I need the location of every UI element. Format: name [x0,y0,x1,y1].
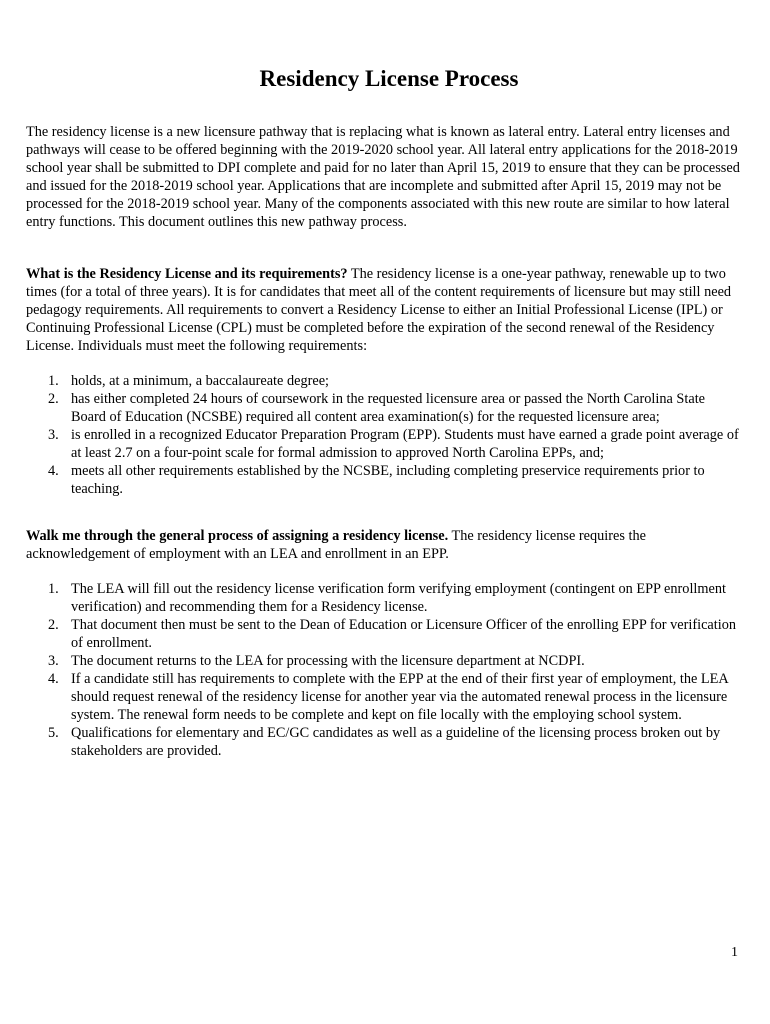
list-item [26,426,742,462]
list-item-text: If a candidate still has requirements to complete with the EPP at the end of their first year of employment, the LEA should request renewal of the residency license for another year via the automated renewal process in the licensure system. The renewal form needs to be complete and kept on file locally with the employing school system. [71,671,728,723]
list-item [26,670,742,724]
requirements-paragraph [26,265,742,355]
list-item [26,390,742,426]
process-body: The residency license requires the acknowledgement of employment with an LEA and enrollment in an EPP. [26,528,646,562]
list-item [26,616,742,652]
list-item-number: 3. [48,427,59,443]
list-item [26,580,742,616]
list-item-number: 1. [48,581,59,597]
list-item-text: is enrolled in a recognized Educator Preparation Program (EPP). Students must have earned a grade point average of at least 2.7 on a four-point scale for formal admission to approved North Carolina EPPs, and; [71,427,739,461]
list-item-text: That document then must be sent to the Dean of Education or Licensure Officer of the enrolling EPP for verification of enrollment. [71,617,737,651]
list-item [26,652,742,670]
requirements-body: The residency license is a one-year pathway, renewable up to two times (for a total of three years). It is for candidates that meet all of the content requirements of licensure but may still need pedagogy requirements. All requirements to convert a Residency License to either an Initial Professional License (IPL) or Continuing Professional License (CPL) must be completed before the expiration of the second renewal of the Residency License. Individuals must meet the following requirements: [26,266,732,354]
list-item-number: 3. [48,653,59,669]
list-item-text: has either completed 24 hours of coursework in the requested licensure area or passed the North Carolina State Board of Education (NCSBE) required all content area examination(s) for the requested licensure area; [71,391,706,425]
list-item-number: 4. [48,671,59,687]
list-item-number: 2. [48,391,59,407]
list-item [26,462,742,498]
intro-paragraph: The residency license is a new licensure pathway that is replacing what is known as lateral entry. Lateral entry licenses and pathways will cease to be offered beginning with the 2019-2020 school year. All lateral entry applications for the 2018-2019 school year shall be submitted to DPI complete and paid for no later than April 15, 2019 to ensure that they can be processed and issued for the 2018-2019 school year. Applications that are incomplete and submitted after April 15, 2019 may not be processed for the 2018-2019 school year. Many of the components associated with this new route are similar to how lateral entry functions. This document outlines this new pathway process. [26,124,740,230]
page-number: 1 [731,945,738,960]
page-title: Residency License Process [259,66,519,91]
list-item-text: meets all other requirements established by the NCSBE, including completing preservice requirements prior to teaching. [71,463,705,497]
list-item-text: Qualifications for elementary and EC/GC candidates as well as a guideline of the licensing process broken out by stakeholders are provided. [71,725,721,759]
list-item-text: The document returns to the LEA for processing with the licensure department at NCDPI. [71,653,585,669]
list-item [26,724,742,760]
requirements-heading: What is the Residency License and its requirements? [26,266,348,282]
list-item-number: 5. [48,725,59,741]
requirements-list [26,372,742,498]
list-item-number: 4. [48,463,59,479]
list-item-text: holds, at a minimum, a baccalaureate degree; [71,373,330,389]
list-item-text: The LEA will fill out the residency license verification form verifying employment (contingent on EPP enrollment verification) and recommending them for a Residency license. [71,581,726,615]
process-heading: Walk me through the general process of assigning a residency license. [26,528,449,544]
process-paragraph [26,527,742,563]
list-item-number: 1. [48,373,59,389]
process-list [26,580,742,760]
list-item-number: 2. [48,617,59,633]
list-item [26,372,742,390]
